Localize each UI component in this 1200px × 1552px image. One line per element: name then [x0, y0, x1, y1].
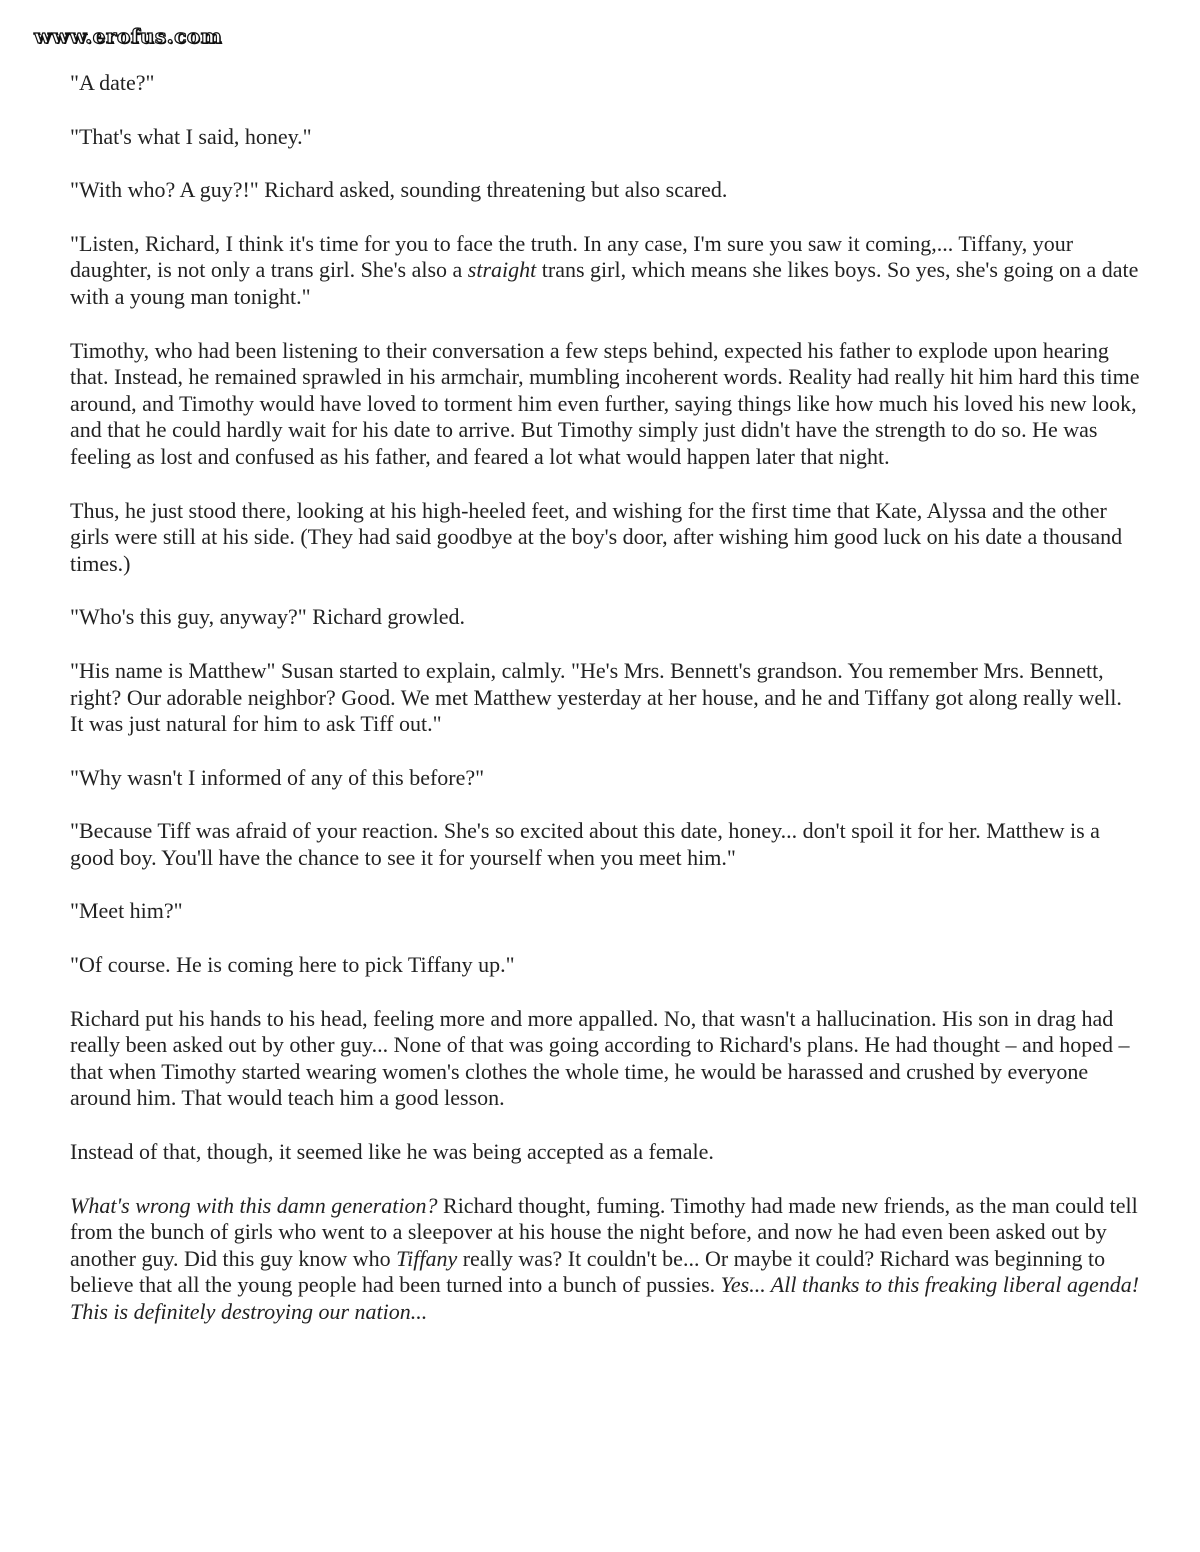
- paragraph: [70, 70, 1140, 97]
- paragraph: [70, 898, 1140, 925]
- paragraph: [70, 952, 1140, 979]
- paragraph-text: "Of course. He is coming here to pick Tiffany up.": [70, 952, 515, 978]
- paragraph: [70, 658, 1140, 738]
- paragraph: [70, 231, 1140, 311]
- paragraph: [70, 498, 1140, 578]
- paragraph: [70, 765, 1140, 792]
- paragraph-text: really was? It couldn't be... Or maybe it could? Richard was beginning to believe that all the young people had been turned into a bunch of pussies.: [70, 1245, 1106, 1298]
- paragraph: [70, 1193, 1140, 1326]
- italic-text: What's wrong with this damn generation?: [70, 1192, 438, 1218]
- italic-text: Tiffany: [396, 1245, 458, 1271]
- paragraph-text: "That's what I said, honey.": [70, 123, 312, 149]
- paragraph-text: "Why wasn't I informed of any of this before?": [70, 764, 485, 790]
- paragraph-text: "Meet him?": [70, 898, 183, 924]
- paragraph-text: Richard thought, fuming. Timothy had made new friends, as the man could tell from the bunch of girls who went to a sleepover at his house the night before, and now he had even been asked out by another guy. Did this guy know who: [70, 1192, 1138, 1271]
- paragraph: [70, 338, 1140, 471]
- paragraph: [70, 818, 1140, 871]
- paragraph-text: Timothy, who had been listening to their conversation a few steps behind, expected his father to explode upon hearing that. Instead, he remained sprawled in his armchair, mumbling incoherent words. Reality had really hit him hard this time around, and Timothy would have loved to torment him even further, saying things like how much his loved his new look, and that he could hardly wait for his date to arrive. But Timothy simply just didn't have the strength to do so. He was feeling as lost and confused as his father, and feared a lot what would happen later that night.: [70, 337, 1140, 469]
- paragraph: [70, 604, 1140, 631]
- paragraph-text: "Because Tiff was afraid of your reaction. She's so excited about this date, honey... don't spoil it for her. Matthew is a good boy. You'll have the chance to see it for yourself when you meet him.": [70, 818, 1100, 870]
- paragraph-text: "With who? A guy?!" Richard asked, sounding threatening but also scared.: [70, 177, 728, 203]
- paragraph-text: "A date?": [70, 70, 155, 95]
- story-text: [70, 70, 1140, 1326]
- paragraph: [70, 177, 1140, 204]
- paragraph-text: Thus, he just stood there, looking at his high-heeled feet, and wishing for the first time that Kate, Alyssa and the other girls were still at his side. (They had said goodbye at the boy's door, after wishing him good luck on his date a thousand times.): [70, 497, 1123, 576]
- paragraph-text: Instead of that, though, it seemed like he was being accepted as a female.: [70, 1139, 714, 1165]
- watermark-logo: www.erofus.com: [34, 24, 223, 48]
- paragraph: [70, 124, 1140, 151]
- paragraph-text: Richard put his hands to his head, feeling more and more appalled. No, that wasn't a hallucination. His son in drag had really been asked out by other guy... None of that was going according to Richard's plans. He had thought – and hoped – that when Timothy started wearing women's clothes the whole time, he would be harassed and crushed by everyone around him. That would teach him a good lesson.: [70, 1005, 1130, 1111]
- paragraph-text: "His name is Matthew" Susan started to explain, calmly. "He's Mrs. Bennett's grandson. You remember Mrs. Bennett, right? Our adorable neighbor? Good. We met Matthew yesterday at her house, and he and Tiffany got along really well. It was just natural for him to ask Tiff out.": [70, 657, 1122, 737]
- italic-text: straight: [467, 257, 537, 283]
- paragraph-text: trans girl, which means she likes boys. So yes, she's going on a date with a young man tonight.": [70, 257, 1139, 309]
- paragraph: [70, 1139, 1140, 1166]
- paragraph-text: "Listen, Richard, I think it's time for you to face the truth. In any case, I'm sure you saw it coming,... Tiffany, your daughter, is not only a trans girl. She's also a: [70, 230, 1074, 283]
- paragraph-text: "Who's this guy, anyway?" Richard growled.: [70, 604, 466, 630]
- italic-text: Yes... All thanks to this freaking liberal agenda! This is definitely destroying our nation...: [70, 1272, 1140, 1324]
- paragraph: [70, 1006, 1140, 1112]
